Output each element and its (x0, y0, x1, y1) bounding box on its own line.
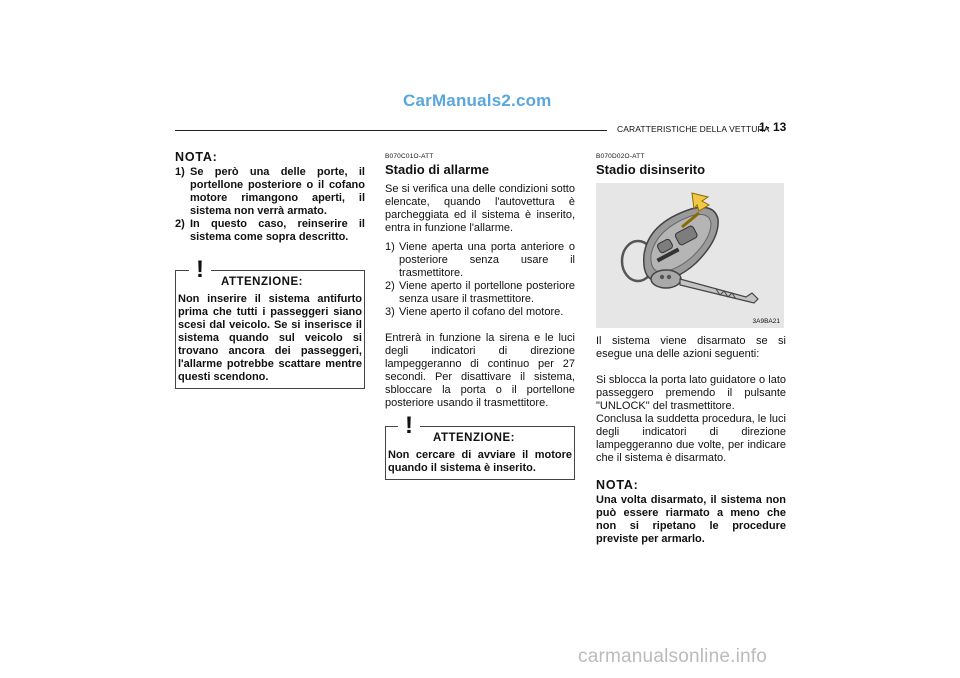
key-head-dot (660, 275, 664, 279)
column-left (175, 150, 365, 389)
condition-item (385, 280, 575, 306)
column-right (596, 150, 786, 546)
condition-list (385, 241, 575, 319)
nota-item-number: 1) (175, 166, 185, 178)
site-logo[interactable]: CarManuals2.com (403, 91, 552, 110)
warning-box (175, 256, 365, 389)
footer-logo[interactable]: carmanualsonline.info (578, 646, 768, 667)
condition-text: Viene aperta una porta anteriore o posteriore senza usare il trasmettitore. (399, 241, 575, 279)
page-number: 1- 13 (759, 120, 787, 134)
nota-item-number: 2) (175, 218, 185, 230)
condition-item (385, 241, 575, 280)
disarm-paragraph-3: Conclusa la suddetta procedura, le luci degli indicatori di direzione lampeggeranno due volte, per indicare che il sistema è disarmato. (596, 413, 786, 464)
condition-item (385, 306, 575, 319)
nota-item-text: Se però una delle porte, il portellone posteriore o il cofano motore rimangono aperti, il sistema non verrà armato. (190, 166, 365, 217)
nota-text: Una volta disarmato, il sistema non può essere riarmato a meno che non si ripetano le procedure previste per armarlo. (596, 494, 786, 545)
condition-text: Viene aperto il cofano del motore. (399, 306, 564, 318)
condition-text: Viene aperto il portellone posteriore senza usare il trasmettitore. (399, 280, 575, 305)
key-blade-shape (680, 279, 758, 303)
warning-text: Non cercare di avviare il motore quando il sistema è inserito. (388, 449, 572, 474)
nota-item (175, 218, 365, 244)
disarm-paragraph-1: Il sistema viene disarmato se si esegue una delle azioni seguenti: (596, 335, 786, 360)
warning-box (385, 412, 575, 480)
warning-header (388, 412, 572, 449)
key-fob-illustration (596, 183, 784, 328)
section-code: B070C01O-ATT (385, 153, 434, 160)
warning-title: ATTENZIONE: (433, 432, 515, 444)
condition-number: 2) (385, 280, 395, 292)
disarm-paragraph-2: Si sblocca la porta lato guidatore o lato passeggero premendo il pulsante "UNLOCK" del trasmettitore. (596, 374, 786, 412)
intro-paragraph: Se si verifica una delle condizioni sotto elencate, quando l'autovettura è parcheggiata ed il sistema è inserito, entra in funzione l'allarme. (385, 183, 575, 234)
section-header: CARATTERISTICHE DELLA VETTURA (617, 124, 770, 134)
warning-text: Non inserire il sistema antifurto prima che tutti i passeggeri siano scesi dal veicolo. Se si inserisce il sistema quando sul veicolo si trovano ancora dei passeggeri, l'allarme potrebbe scattare mentre questi scendono. (178, 293, 362, 383)
nota-list (175, 166, 365, 244)
nota-item (175, 166, 365, 218)
key-head-shape (651, 270, 681, 288)
header-rule (175, 130, 607, 131)
nota-title: NOTA: (175, 150, 218, 164)
section-code: B070D02O-ATT (596, 153, 645, 160)
nota-title: NOTA: (596, 478, 639, 492)
key-transmitter-figure (596, 183, 784, 328)
exclamation-warning-icon: ! (189, 257, 211, 283)
figure-code: 3A9BA21 (752, 318, 780, 325)
nota-item-text: In questo caso, reinserire il sistema come sopra descritto. (190, 218, 365, 243)
condition-number: 3) (385, 306, 395, 318)
warning-header (178, 256, 362, 293)
section-title: Stadio di allarme (385, 162, 490, 177)
exclamation-warning-icon: ! (398, 413, 420, 439)
warning-title: ATTENZIONE: (221, 276, 303, 288)
condition-number: 1) (385, 241, 395, 253)
column-middle (385, 150, 575, 480)
key-head-dot (667, 275, 671, 279)
section-title: Stadio disinserito (596, 162, 706, 177)
outro-paragraph: Entrerà in funzione la sirena e le luci degli indicatori di direzione lampeggeranno di continuo per 27 secondi. Per disattivare il sistema, sbloccare la porta o il portellone posteriore usando il trasmettitore. (385, 332, 575, 409)
